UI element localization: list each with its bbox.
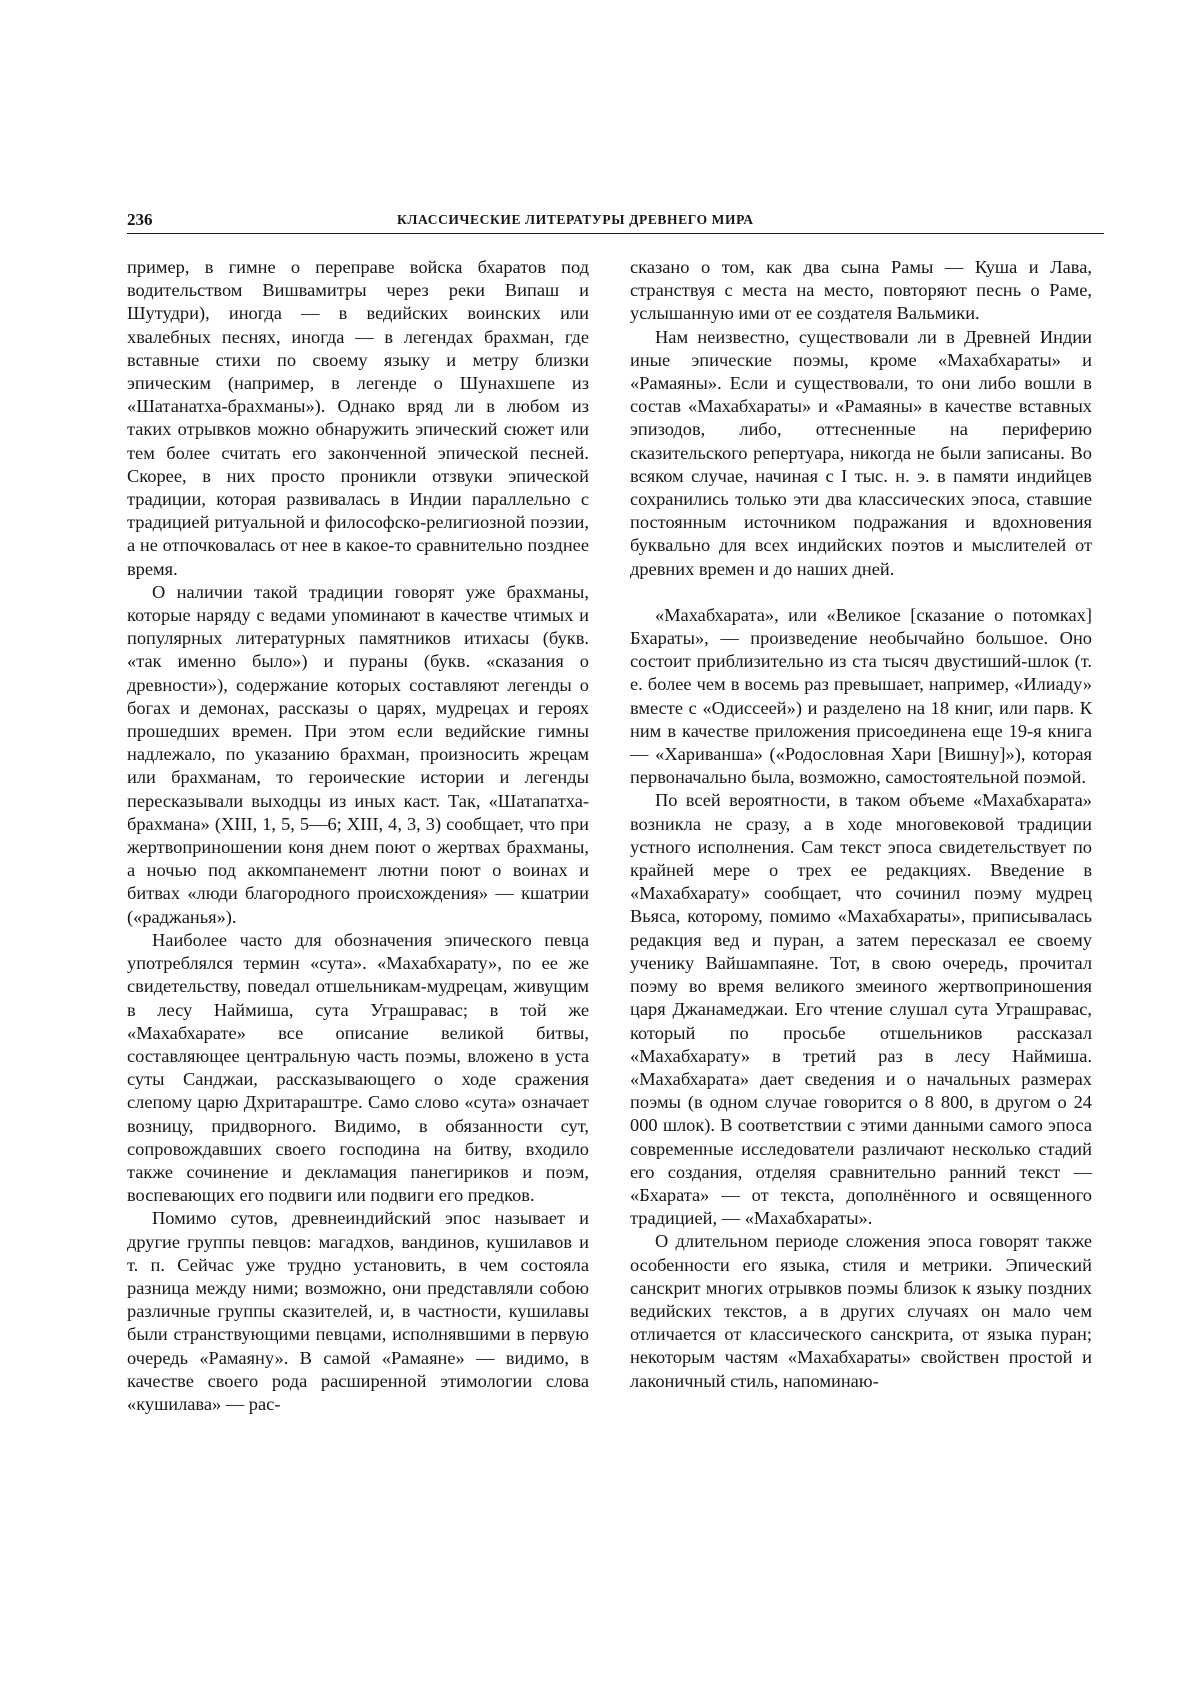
running-title: КЛАССИЧЕСКИЕ ЛИТЕРАТУРЫ ДРЕВНЕГО МИРА: [397, 212, 754, 227]
paragraph: По всей вероятности, в таком объеме «Махабхарата» возникла не сразу, а в ходе многовековой традиции устного исполнения. Сам текст эпоса свидетельствует по крайней мере о трех ее редакциях. Введение в «Махабхарату» сообщает, что сочинил поэму мудрец Вьяса, которому, помимо «Махабхараты», приписывалась редакция вед и пуран, а затем пересказал ее своему ученику Вайшампаяне. Тот, в свою очередь, прочитал поэму во время великого змеиного жертвоприношения царя Джанамеджаи. Его чтение слушал сута Уграшравас, который по просьбе отшельников рассказал «Махабхарату» в третий раз в лесу Наймиша. «Махабхарата» дает сведения и о начальных размерах поэмы (в одном случае говорится о 8 800, в другом о 24 000 шлок). В соответствии с этими данными самого эпоса современные исследователи различают несколько стадий его создания, отделяя сравнительно ранний текст — «Бхарата» — от текста, дополнённого и освященного традицией, — «Махабхараты».: [630, 790, 1092, 1229]
paragraph: сказано о том, как два сына Рамы — Куша и Лава, странствуя с места на место, повторяют песнь о Раме, услышанную ими от ее создателя Вальмики.: [630, 257, 1092, 324]
right-column: [630, 256, 1092, 1393]
paragraph: О длительном периоде сложения эпоса говорят также особенности его языка, стиля и метрики. Эпический санскрит многих отрывков поэмы близок к языку поздних ведийских текстов, а в других случаях он мало чем отличается от классического санскрита, от языка пуран; некоторым частям «Махабхараты» свойствен простой и лаконичный стиль, напоминаю-: [630, 1231, 1092, 1391]
page-number: 236: [127, 210, 153, 229]
paragraph: Помимо сутов, древнеиндийский эпос называет и другие группы певцов: магадхов, вандинов, кушилавов и т. п. Сейчас уже трудно установить, в чем состояла разница между ними; возможно, они представляли собою различные группы сказителей, и, в частности, кушилавы были странствующими певцами, исполнявшими в первую очередь «Рамаяну». В самой «Рамаяне» — видимо, в качестве своего рода расширенной этимологии слова «кушилава» — рас-: [127, 1208, 589, 1414]
paragraph: «Махабхарата», или «Великое [сказание о потомках] Бхараты», — произведение необычайно большое. Оно состоит приблизительно из ста тысяч двустиший-шлок (т. е. более чем в восемь раз превышает, например, «Илиаду» вместе с «Одиссеей») и разделено на 18 книг, или парв. К ним в качестве приложения присоединена еще 19-я книга — «Хариванша» («Родословная Хари [Вишну]»), которая первоначально была, возможно, самостоятельной поэмой.: [630, 604, 1092, 788]
page-header: [127, 209, 1104, 235]
header-rule: [127, 233, 1104, 234]
paragraph: Нам неизвестно, существовали ли в Древней Индии иные эпические поэмы, кроме «Махабхараты» и «Рамаяны». Если и существовали, то они либо вошли в состав «Махабхараты» и «Рамаяны» в качестве вставных эпизодов, либо, оттесненные на периферию сказительского репертуара, никогда не были записаны. Во всяком случае, начиная с I тыс. н. э. в памяти индийцев сохранились только эти два классических эпоса, ставшие постоянным источником подражания и вдохновения буквально для всех индийских поэтов и мыслителей от древних времен и до наших дней.: [630, 326, 1092, 579]
paragraph: О наличии такой традиции говорят уже брахманы, которые наряду с ведами упоминают в качестве чтимых и популярных литературных памятников итихасы (букв. «так именно было») и пураны (букв. «сказания о древности»), содержание которых составляют легенды о богах и демонах, рассказы о царях, мудрецах и героях прошедших времен. При этом если ведийские гимны надлежало, по указанию брахман, произносить жрецам или брахманам, то героические истории и легенды пересказывали выходцы из иных каст. Так, «Шатапатха-брахмана» (XIII, 1, 5, 5—6; XIII, 4, 3, 3) сообщает, что при жертвоприношении коня днем поют о жертвах брахманы, а ночью под аккомпанемент лютни поют о воинах и битвах «люди благородного происхождения» — кшатрии («раджанья»).: [127, 581, 589, 927]
paragraph: Наиболее часто для обозначения эпического певца употреблялся термин «сута». «Махабхарату», по ее же свидетельству, поведал отшельникам-мудрецам, живущим в лесу Наймиша, сута Уграшравас; в той же «Махабхарате» все описание великой битвы, составляющее центральную часть поэмы, вложено в уста суты Санджаи, рассказывающего о ходе сражения слепому царю Дхритараштре. Само слово «сута» означает возницу, придворного. Видимо, в обязанности сут, сопровождавших своего господина на битву, входило также сочинение и декламация панегириков и поэм, воспевающих его подвиги или подвиги его предков.: [127, 929, 589, 1206]
paragraph: пример, в гимне о переправе войска бхаратов под водительством Вишвамитры через реки Випаш и Шутудри), иногда — в ведийских воинских или хвалебных песнях, иногда — в легендах брахман, где вставные стихи по своему языку и метру близки эпическим (например, в легенде о Шунахшепе из «Шатанатха-брахманы»). Однако вряд ли в любом из таких отрывков можно обнаружить эпический сюжет или тем более считать его законченной эпической песней. Скорее, в них просто проникли отзвуки эпической традиции, которая развивалась в Индии параллельно с традицией ритуальной и философско-религиозной поэзии, а не отпочковалась от нее в какое-то сравнительно позднее время.: [127, 257, 589, 579]
left-column: [127, 256, 589, 1416]
